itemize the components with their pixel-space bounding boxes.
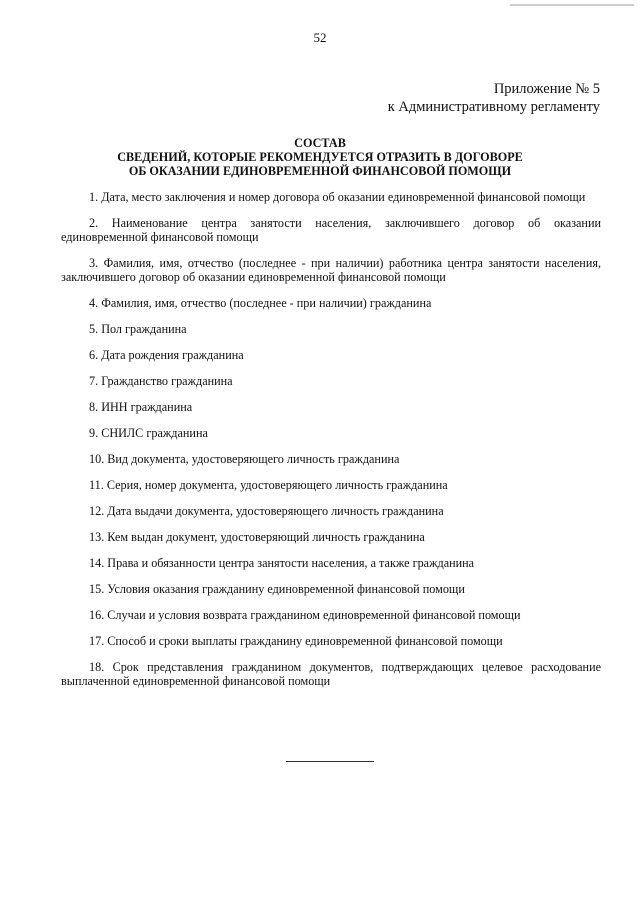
appendix-header (388, 80, 600, 116)
title-line-1: СОСТАВ (294, 136, 346, 150)
appendix-number: Приложение № 5 (493, 81, 600, 97)
page-number: 52 (313, 30, 327, 45)
list-item: 5. Пол гражданина (89, 322, 187, 336)
list-item: 1. Дата, место заключения и номер договора об оказании единовременной финансовой помощи (89, 190, 586, 204)
list-item: 6. Дата рождения гражданина (89, 348, 244, 362)
list-item: 3. Фамилия, имя, отчество (последнее - при наличии) работника центра занятости населения, заключившего договор об оказании единовременной финансовой помощи (61, 256, 601, 284)
list-item: 17. Способ и сроки выплаты гражданину единовременной финансовой помощи (89, 634, 503, 648)
list-item: 10. Вид документа, удостоверяющего личность гражданина (89, 452, 400, 466)
list-item: 11. Серия, номер документа, удостоверяющего личность гражданина (89, 478, 448, 492)
list-item: 13. Кем выдан документ, удостоверяющий личность гражданина (89, 530, 425, 544)
list-item: 2. Наименование центра занятости населения, заключившего договор об оказании единовременной финансовой помощи (61, 216, 601, 244)
items-list (61, 190, 601, 700)
title-line-3: ОБ ОКАЗАНИИ ЕДИНОВРЕМЕННОЙ ФИНАНСОВОЙ ПОМОЩИ (128, 164, 512, 178)
list-item: 9. СНИЛС гражданина (89, 426, 208, 440)
scan-edge-mark (510, 4, 634, 6)
appendix-reference: к Административному регламенту (387, 99, 600, 115)
title-line-2: СВЕДЕНИЙ, КОТОРЫЕ РЕКОМЕНДУЕТСЯ ОТРАЗИТЬ В ДОГОВОРЕ (117, 150, 523, 164)
list-item: 7. Гражданство гражданина (89, 374, 233, 388)
list-item: 18. Срок представления гражданином документов, подтверждающих целевое расходование выплаченной единовременной финансовой помощи (61, 660, 601, 688)
list-item: 14. Права и обязанности центра занятости населения, а также гражданина (89, 556, 475, 570)
end-of-document-rule (286, 761, 374, 762)
list-item: 15. Условия оказания гражданину единовременной финансовой помощи (89, 582, 465, 596)
list-item: 8. ИНН гражданина (89, 400, 193, 414)
list-item: 4. Фамилия, имя, отчество (последнее - при наличии) гражданина (89, 296, 432, 310)
list-item: 16. Случаи и условия возврата гражданином единовременной финансовой помощи (89, 608, 521, 622)
list-item: 12. Дата выдачи документа, удостоверяющего личность гражданина (89, 504, 444, 518)
document-title (0, 136, 640, 178)
